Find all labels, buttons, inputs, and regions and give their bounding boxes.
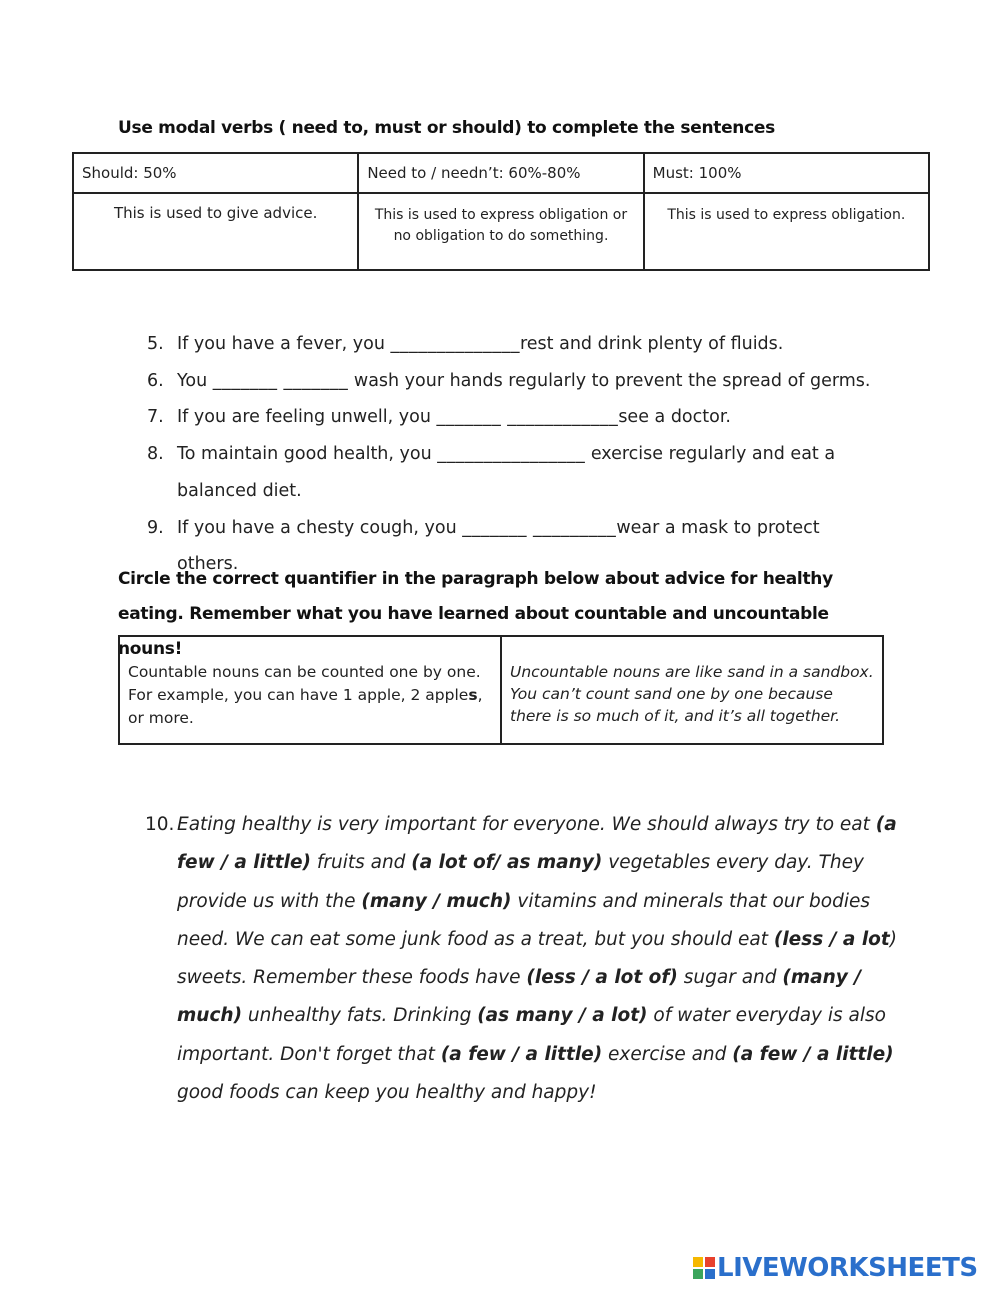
exercise-text-after: rest and drink plenty of fluids. [519, 334, 784, 354]
section-heading-quantifiers: Circle the correct quantifier in the paragraph below about advice for healthy eating. Remember what you have learned about countable and uncountable nouns! [118, 569, 833, 659]
exercise-number: 6. [147, 370, 164, 391]
exercise-number: 8. [147, 444, 164, 465]
liveworksheets-logo [693, 1252, 978, 1284]
exercise-text-before: If you have a fever, you [177, 334, 391, 354]
exercise-text-after: wash your hands regularly to prevent the spread of germs. [348, 370, 871, 391]
quantifier-choice[interactable]: (many / much) [177, 967, 862, 1027]
modal-verbs-table [72, 152, 930, 271]
uncountable-nouns-cell: Uncountable nouns are like sand in a sandbox. You can’t count sand one by one because there is so much of it, and it’s all together. [501, 636, 883, 744]
exercise-number: 5. [147, 334, 164, 354]
brand-name: LIVEWORKSHEETS [717, 1253, 978, 1283]
quantifier-choice[interactable]: (a few / a little) [177, 814, 897, 874]
exercise-item [0, 399, 877, 436]
exercise-number: 7. [147, 407, 164, 428]
answer-blank[interactable]: _______ _______ [212, 370, 349, 391]
nouns-table [118, 635, 884, 745]
section-heading-modal-verbs: Use modal verbs ( need to, must or should) to complete the sentences [118, 118, 775, 138]
exercise-text-after: exercise regularly and eat a balanced diet. [177, 444, 836, 501]
answer-blank[interactable]: _______ _________ [462, 517, 617, 538]
table-cell-should-desc: This is used to give advice. [73, 193, 358, 270]
quantifier-choice[interactable]: (many / much) [361, 890, 512, 912]
table-header-must: Must: 100% [644, 153, 929, 193]
table-header-should: Should: 50% [73, 153, 358, 193]
quantifier-choice[interactable]: (less / a lot [773, 928, 890, 950]
answer-blank[interactable]: _______ ____________ [436, 407, 619, 428]
modal-exercise-list [0, 326, 1000, 583]
exercise-number: 10. [145, 814, 175, 835]
exercise-text-before: If you are feeling unwell, you [177, 407, 437, 428]
table-header-need-to: Need to / needn’t: 60%-80% [358, 153, 643, 193]
exercise-text-before: To maintain good health, you [177, 444, 438, 465]
exercise-text-after: wear a mask to protect others. [177, 517, 820, 575]
answer-blank[interactable]: ________________ [437, 444, 586, 465]
exercise-text-after: see a doctor. [618, 407, 731, 428]
countable-nouns-cell: Countable nouns can be counted one by one. For example, you can have 1 apple, 2 apples, or more. [119, 636, 501, 744]
quantifier-choice[interactable]: (a few / a little) [732, 1043, 894, 1065]
exercise-text-before: You [177, 370, 213, 391]
quantifier-choice[interactable]: (as many / a lot) [477, 1005, 648, 1027]
quantifier-paragraph: 10. Eating healthy is very important for everyone. We should always try to eat (a few / a little) fruits and (a lot of/ as many) vegetables every day. They provide us with the (many / much) vitamins and minerals that our bodies need. We can eat some junk food as a treat, but you should eat (less / a lot) sweets. Remember these foods have (less / a lot of) sugar and (many / much) unhealthy fats. Drinking (as many / a lot) of water everyday is also important. Don't forget that (a few / a little) exercise and (a few / a little) good foods can keep you healthy and happy! [177, 806, 897, 1112]
table-cell-need-to-desc: This is used to express obligation or no obligation to do something. [358, 193, 643, 270]
quantifier-choice[interactable]: (less / a lot of) [526, 967, 678, 989]
quantifier-choice[interactable]: (a few / a little) [440, 1043, 603, 1065]
exercise-item [0, 326, 877, 363]
answer-blank[interactable]: ______________ [390, 334, 520, 354]
quantifier-choice[interactable]: (a lot of/ as many) [411, 852, 603, 874]
exercise-number: 9. [147, 517, 164, 538]
exercise-item [0, 436, 877, 509]
exercise-text-before: If you have a chesty cough, you [177, 517, 463, 538]
table-cell-must-desc: This is used to express obligation. [644, 193, 929, 270]
logo-blocks-icon [693, 1257, 715, 1279]
exercise-item [0, 363, 877, 400]
